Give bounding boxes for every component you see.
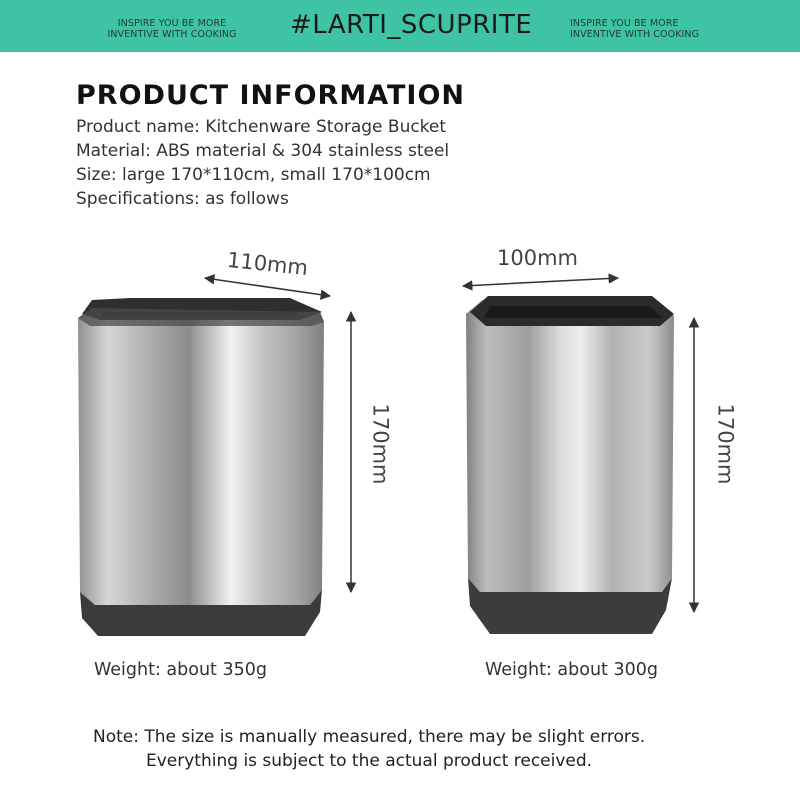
large-height-label: 170mm [368, 403, 393, 485]
small-width-arrow [463, 278, 618, 286]
size-line: Size: large 170*110cm, small 170*100cm [76, 165, 431, 185]
large-bucket-image [78, 298, 324, 636]
tagline-right: INSPIRE YOU BE MORE INVENTIVE WITH COOKING [570, 18, 700, 40]
brand-name: #LARTI_SCUPRITE [290, 10, 533, 40]
product-name-line: Product name: Kitchenware Storage Bucket [76, 117, 447, 137]
large-width-label: 110mm [225, 247, 310, 281]
note-line-2: Everything is subject to the actual product received. [146, 751, 593, 771]
tagline-left: INSPIRE YOU BE MORE INVENTIVE WITH COOKING [107, 18, 237, 40]
product-info-heading: PRODUCT INFORMATION [76, 80, 466, 111]
material-line: Material: ABS material & 304 stainless steel [76, 141, 450, 161]
small-weight: Weight: about 300g [485, 660, 658, 680]
small-height-label: 170mm [713, 403, 738, 485]
small-bucket-image [466, 296, 674, 634]
specifications-line: Specifications: as follows [76, 189, 289, 209]
large-width-arrow [205, 278, 330, 296]
note-line-1: Note: The size is manually measured, there may be slight errors. [93, 727, 646, 747]
large-weight: Weight: about 350g [94, 660, 267, 680]
small-width-label: 100mm [497, 246, 578, 270]
